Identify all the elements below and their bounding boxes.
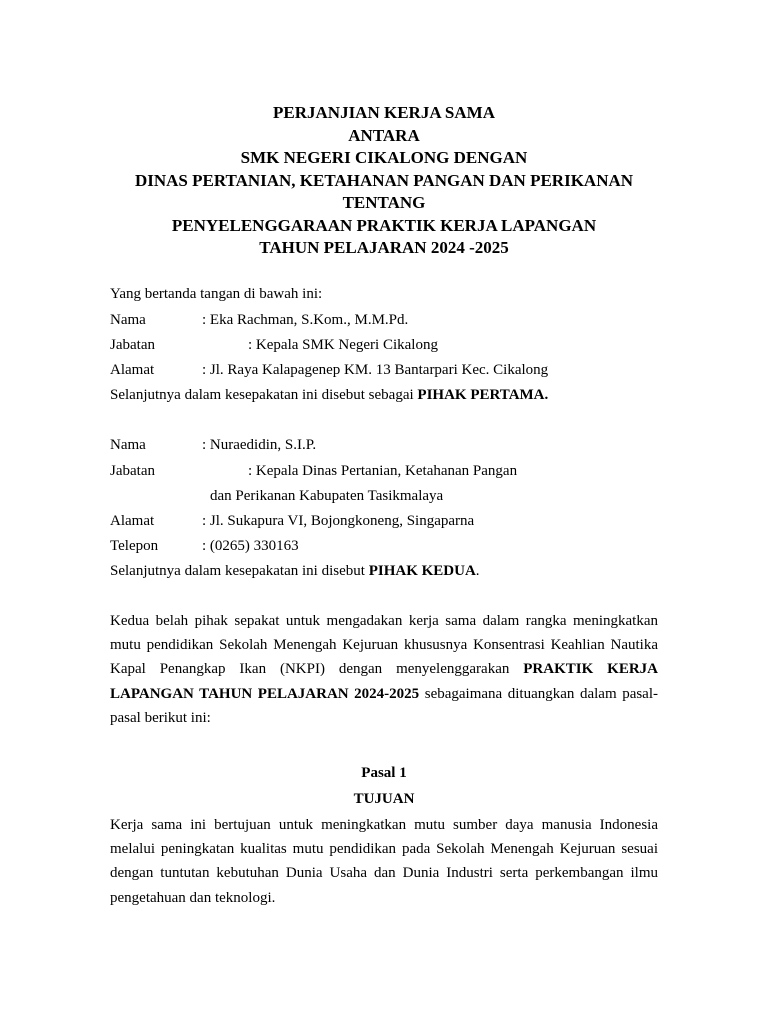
agreement-paragraph (110, 609, 658, 730)
party2-jabatan-value: : Kepala Dinas Pertanian, Ketahanan Pangan (248, 463, 518, 479)
party1-nama-row (110, 310, 409, 330)
title-line: PENYELENGGARAAN PRAKTIK KERJA LAPANGAN (171, 215, 597, 235)
pasal-number: Pasal 1 (361, 765, 407, 781)
party1-closing-text: Selanjutnya dalam kesepakatan ini disebut sebagai (110, 387, 418, 403)
title-line: ANTARA (348, 125, 420, 145)
intro-text: Yang bertanda tangan di bawah ini: (110, 286, 323, 302)
party1-nama-value: : Eka Rachman, S.Kom., M.M.Pd. (202, 312, 409, 328)
party1-alamat-value: : Jl. Raya Kalapagenep KM. 13 Bantarpari Kec. Cikalong (202, 362, 549, 378)
party1-nama-label: Nama (110, 312, 146, 328)
party2-alamat-label: Alamat (110, 513, 155, 529)
party2-closing-period: . (475, 563, 480, 579)
party2-alamat-row (110, 511, 475, 531)
party1-designation: PIHAK PERTAMA. (417, 387, 549, 403)
agreement-program: PRAKTIK KERJA LAPANGAN TAHUN PELAJARAN 2024-2025 (110, 661, 659, 702)
party2-closing (110, 561, 480, 581)
party2-telepon-label: Telepon (110, 538, 159, 554)
party2-nama-value: : Nuraedidin, S.I.P. (202, 437, 317, 453)
party2-nama-label: Nama (110, 437, 146, 453)
title-line: SMK NEGERI CIKALONG DENGAN (240, 148, 528, 167)
party2-telepon-row (110, 536, 299, 556)
title-line: TENTANG (342, 193, 426, 212)
party2-jabatan-value-cont: dan Perikanan Kabupaten Tasikmalaya (210, 488, 444, 504)
title-line: TAHUN PELAJARAN 2024 -2025 (259, 238, 509, 257)
party1-alamat-label: Alamat (110, 362, 155, 378)
party1-closing (110, 385, 548, 405)
title-line: PERJANJIAN KERJA SAMA (273, 103, 495, 122)
party1-jabatan-row (110, 335, 438, 355)
party1-jabatan-label: Jabatan (110, 337, 155, 353)
agreement-text-end: sebagaimana dituangkan dalam pasal-pasal berikut ini: (110, 685, 659, 726)
party2-jabatan-row (110, 461, 518, 481)
pasal1-body: Kerja sama ini bertujuan untuk meningkatkan mutu sumber daya manusia Indonesia melalui peningkatan kualitas mutu pendidikan pada Sekolah Menengah Kejuruan sesuai dengan tuntutan kebutuhan Dunia Usaha dan Dunia Industri serta perkembangan ilmu pengetahuan dan teknologi. (110, 817, 658, 906)
party1-alamat-row (110, 360, 549, 380)
party2-nama-row (110, 435, 317, 455)
party2-closing-text: Selanjutnya dalam kesepakatan ini disebut (110, 563, 369, 579)
party2-designation: PIHAK KEDUA (368, 563, 476, 579)
pasal-heading: TUJUAN (353, 791, 415, 807)
agreement-text: Kedua belah pihak sepakat untuk mengadakan kerja sama dalam rangka meningkatkan mutu pendidikan Sekolah Menengah Kejuruan khususnya Konsentrasi Keahlian Nautika Kapal Penangkap Ikan (NKPI) dengan menyelenggarakan (110, 613, 658, 678)
party2-alamat-value: : Jl. Sukapura VI, Bojongkoneng, Singaparna (202, 513, 475, 529)
document-title (0, 102, 768, 260)
title-line: DINAS PERTANIAN, KETAHANAN PANGAN DAN PERIKANAN (134, 170, 634, 190)
party1-jabatan-value: : Kepala SMK Negeri Cikalong (248, 337, 438, 353)
party2-telepon-value: : (0265) 330163 (202, 538, 299, 554)
party2-jabatan-label: Jabatan (110, 463, 155, 479)
